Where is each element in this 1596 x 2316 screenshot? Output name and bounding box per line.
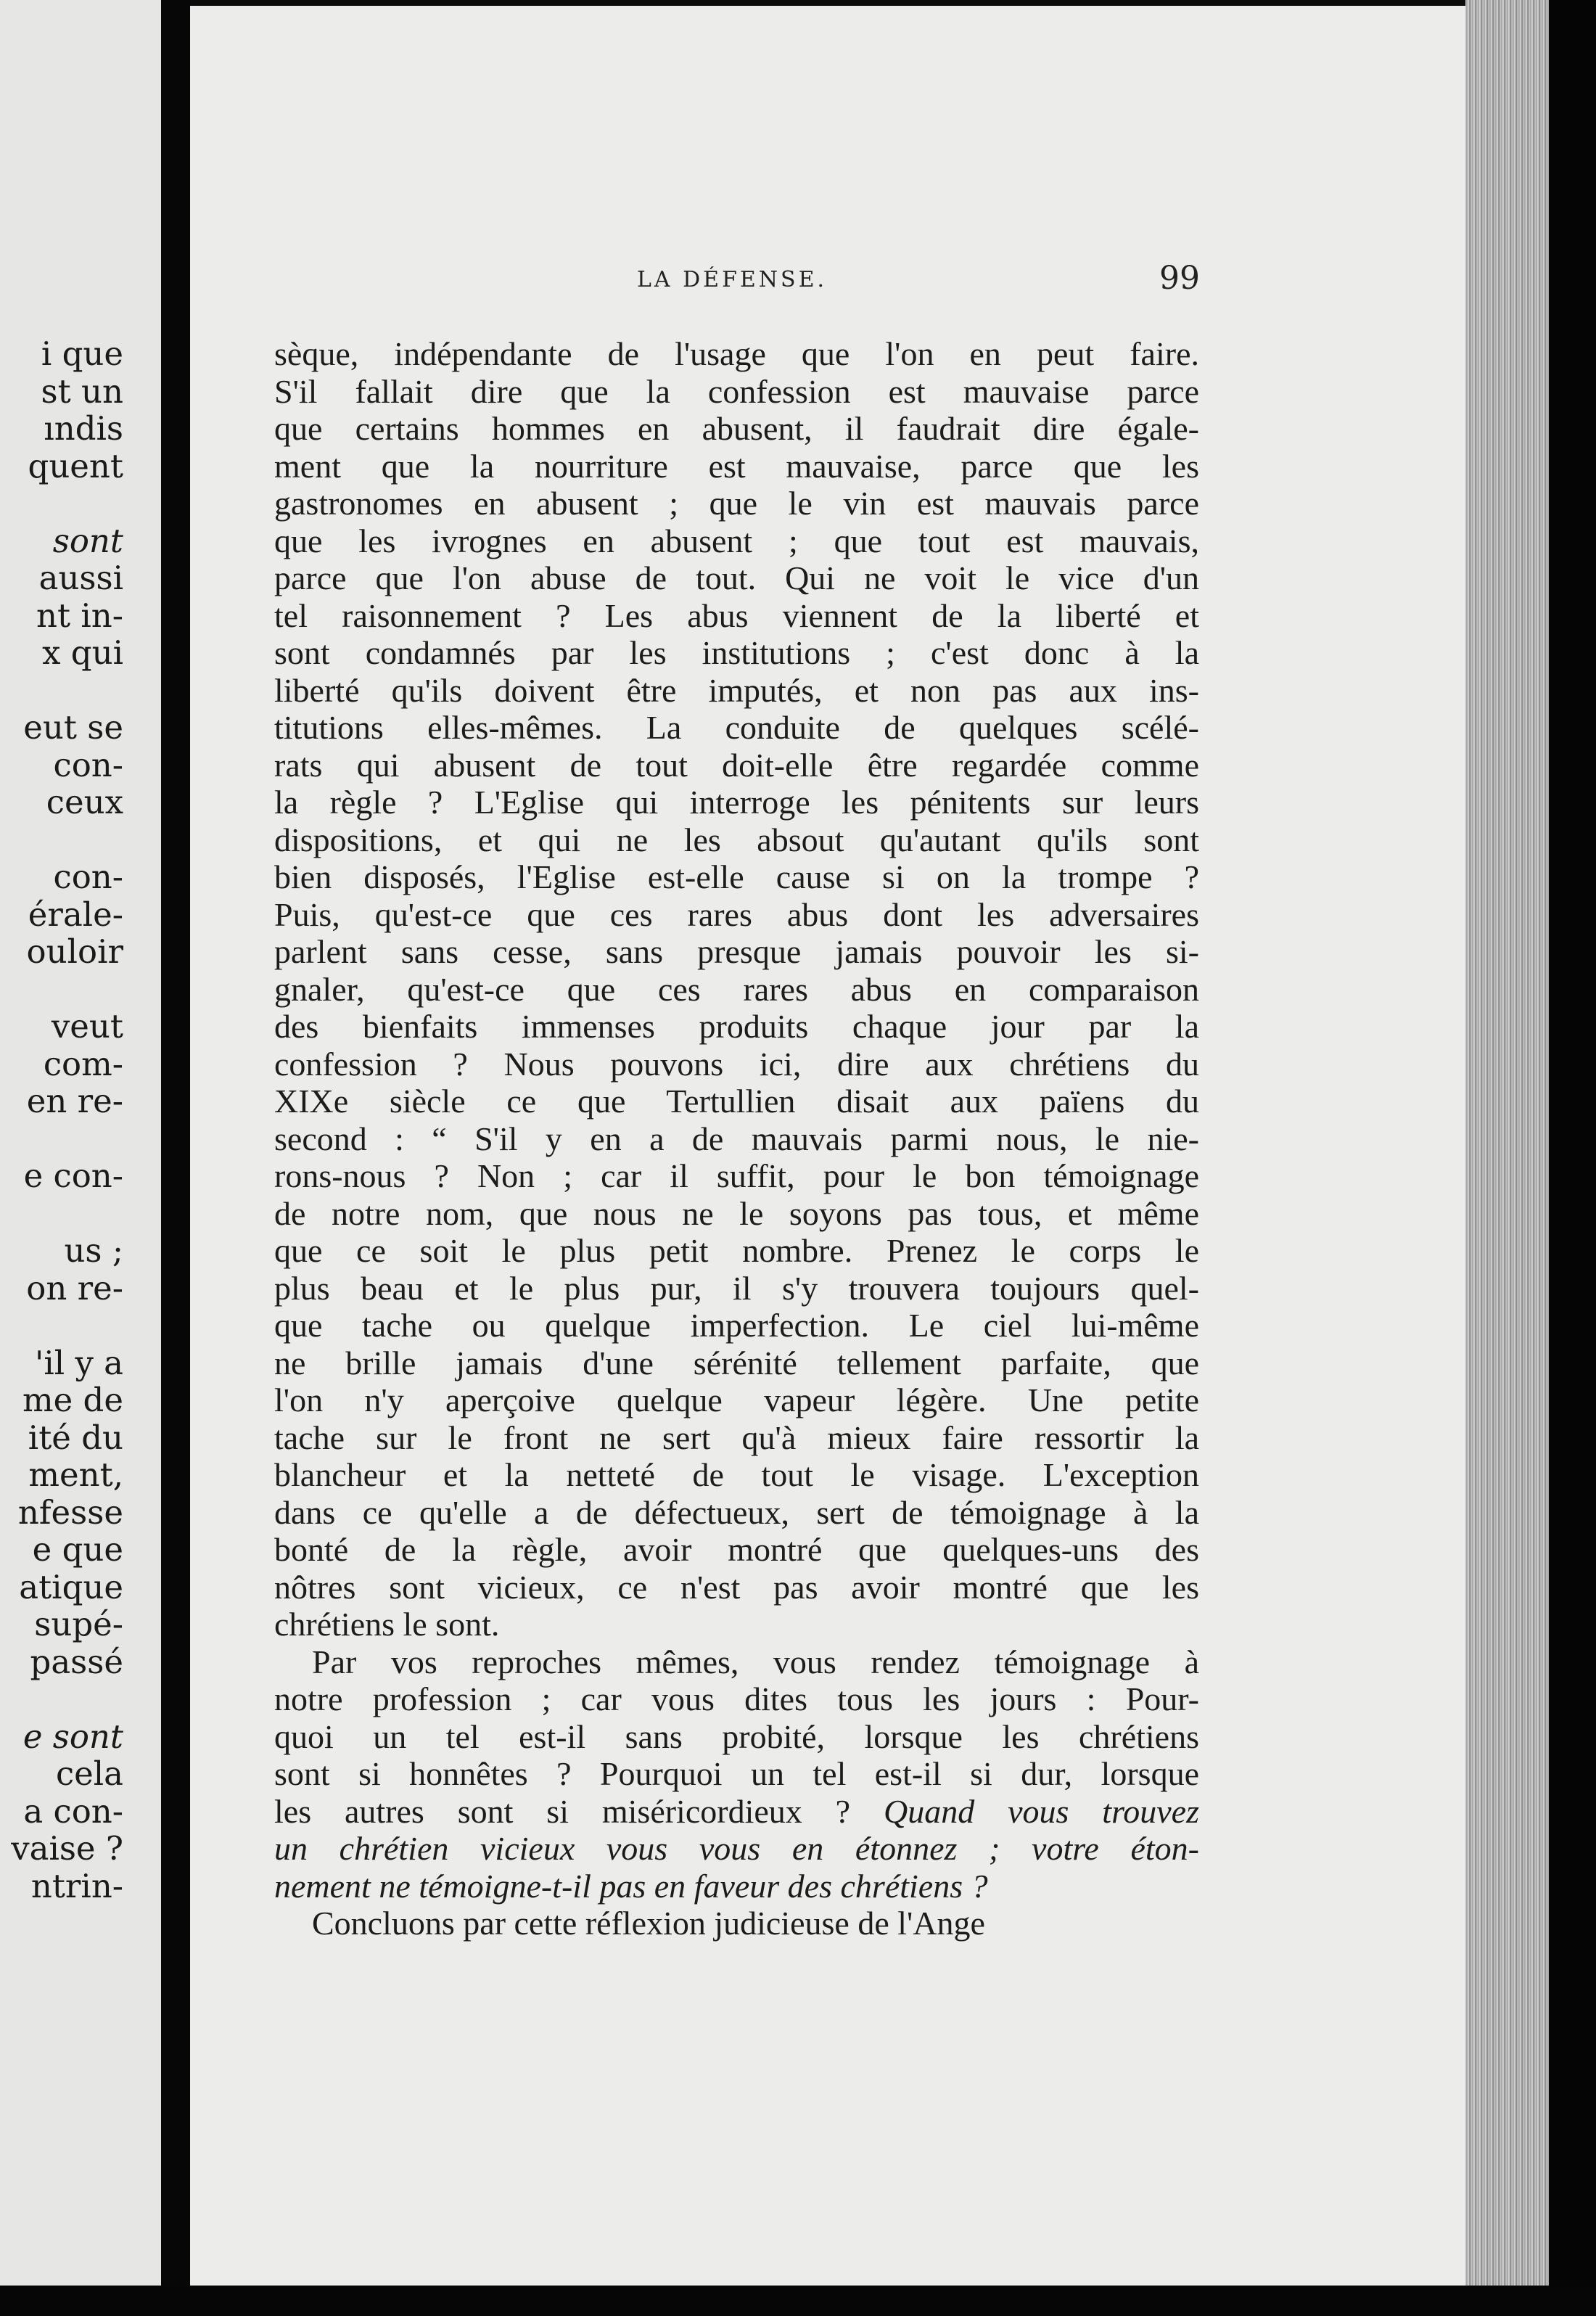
previous-page-line: ındis: [44, 409, 123, 448]
text-line: chrétiens le sont.: [274, 1606, 500, 1643]
text-line: l'on n'y aperçoive quelque vapeur légère. Une petite: [274, 1381, 1199, 1418]
text-line: tache sur le front ne sert qu'à mieux faire ressortir la: [274, 1418, 1199, 1456]
previous-page-line: aussi: [38, 559, 123, 597]
text-line: dans ce qu'elle a de défectueux, sert de témoignage à la: [274, 1493, 1199, 1531]
text-line: dispositions, et qui ne les absout qu'autant qu'ils sont: [274, 821, 1199, 858]
previous-page-line: con-: [53, 858, 123, 896]
text-line: un chrétien vicieux vous vous en étonnez ; votre éton-: [274, 1830, 1199, 1867]
page-edges-stack: [1465, 0, 1549, 2286]
previous-page-line: [0, 821, 123, 859]
previous-page-edge: [0, 0, 161, 2286]
previous-page-line: sont: [52, 521, 123, 560]
text-line: parce que l'on abuse de tout. Qui ne voit le vice d'un: [274, 559, 1199, 596]
text-line: nement ne témoigne-t-il pas en faveur des chrétiens ?: [274, 1867, 988, 1905]
text-line: quoi un tel est-il sans probité, lorsque les chrétiens: [274, 1717, 1199, 1755]
previous-page-line: [0, 1120, 123, 1158]
text-line: sèque, indépendante de l'usage que l'on en peut faire.: [274, 335, 1199, 372]
previous-page-line: [0, 485, 123, 522]
text-line: bonté de la règle, avoir montré que quelques-uns des: [274, 1531, 1199, 1568]
previous-page-line: [0, 1680, 123, 1718]
text-roman: les autres sont si miséricordieux ?: [274, 1792, 884, 1830]
text-line: bien disposés, l'Eglise est-elle cause si on la trompe ?: [274, 858, 1199, 895]
previous-page-line: ouloir: [26, 932, 123, 971]
text-line: que ce soit le plus petit nombre. Prenez le corps le: [274, 1232, 1199, 1269]
previous-page-line: me de: [22, 1381, 123, 1419]
text-line: gnaler, qu'est-ce que ces rares abus en comparaison: [274, 970, 1199, 1008]
previous-page-line: com-: [43, 1044, 123, 1083]
previous-page-line: ntrin-: [30, 1866, 123, 1905]
text-line: nôtres sont vicieux, ce n'est pas avoir montré que les: [274, 1568, 1199, 1606]
text-line: gastronomes en abusent ; que le vin est mauvais parce: [274, 485, 1199, 522]
previous-page-line: e sont: [22, 1717, 123, 1756]
text-line: Concluons par cette réflexion judicieuse de l'Ange: [312, 1905, 985, 1942]
body-text: [274, 335, 1199, 1942]
text-line: titutions elles-mêmes. La conduite de quelques scélé-: [274, 709, 1199, 746]
previous-page-line: [0, 1195, 123, 1233]
scan-border-bottom: [0, 2286, 1596, 2316]
paragraph-2: [274, 1643, 1199, 1905]
previous-page-line: con-: [53, 745, 123, 784]
text-line: plus beau et le plus pur, il s'y trouvera toujours quel-: [274, 1269, 1199, 1307]
previous-page-line: on re-: [26, 1268, 123, 1307]
paragraph-1: [274, 335, 1199, 1643]
previous-page-line: nfesse: [17, 1492, 123, 1532]
text-line: rons-nous ? Non ; car il suffit, pour le bon témoignage: [274, 1157, 1199, 1194]
text-line: liberté qu'ils doivent être imputés, et non pas aux ins-: [274, 671, 1199, 709]
text-line: Puis, qu'est-ce que ces rares abus dont les adversaires: [274, 895, 1199, 933]
previous-page-line: e que: [32, 1530, 123, 1569]
text-line: la règle ? L'Eglise qui interroge les pénitents sur leurs: [274, 784, 1199, 821]
previous-page-line: cela: [55, 1754, 123, 1793]
previous-page-line: érale-: [28, 895, 123, 934]
previous-page-line: e con-: [23, 1157, 123, 1195]
previous-page-line: passé: [30, 1642, 123, 1681]
text-line: blancheur et la netteté de tout le visage. L'exception: [274, 1456, 1199, 1493]
previous-page-line: ité du: [28, 1418, 123, 1457]
text-line: ment que la nourriture est mauvaise, parce que les: [274, 447, 1199, 485]
previous-page-line: en re-: [26, 1082, 123, 1120]
text-italic: Quand vous trouvez: [883, 1792, 1199, 1830]
running-head: LA DÉFENSE.: [637, 267, 828, 292]
text-line: notre profession ; car vous dites tous les jours : Pour-: [274, 1680, 1199, 1717]
text-line: des bienfaits immenses produits chaque jour par la: [274, 1008, 1199, 1045]
text-line: S'il fallait dire que la confession est mauvaise parce: [274, 372, 1199, 410]
text-line: XIXe siècle ce que Tertullien disait aux païens du: [274, 1083, 1199, 1120]
previous-page-line: x qui: [42, 633, 123, 672]
previous-page-line: vaise ?: [11, 1829, 123, 1868]
previous-page-line: quent: [28, 446, 123, 485]
previous-page-text: [0, 335, 123, 1905]
previous-page-line: [0, 1307, 123, 1344]
previous-page-line: a con-: [23, 1791, 123, 1831]
previous-page-line: ceux: [46, 783, 123, 821]
previous-page-line: us ;: [64, 1231, 123, 1270]
scan-border-right: [1549, 0, 1596, 2316]
text-line: sont condamnés par les institutions ; c'est donc à la: [274, 634, 1199, 671]
previous-page-line: supé-: [34, 1605, 123, 1643]
text-line: confession ? Nous pouvons ici, dire aux chrétiens du: [274, 1045, 1199, 1083]
previous-page-line: atique: [19, 1567, 123, 1606]
previous-page-line: eut se: [23, 708, 123, 747]
text-line: que tache ou quelque imperfection. Le ciel lui-même: [274, 1307, 1199, 1344]
page-number: 99: [1159, 260, 1200, 297]
previous-page-line: [0, 971, 123, 1009]
text-line: tel raisonnement ? Les abus viennent de la liberté et: [274, 596, 1199, 634]
text-line: [274, 1793, 1199, 1831]
text-line: que certains hommes en abusent, il faudrait dire égale-: [274, 410, 1199, 447]
text-line: Par vos reproches mêmes, vous rendez témoignage à: [312, 1643, 1199, 1680]
text-line: parlent sans cesse, sans presque jamais pouvoir les si-: [274, 933, 1199, 970]
text-line: ne brille jamais d'une sérénité tellement parfaite, que: [274, 1344, 1199, 1381]
previous-page-line: [0, 672, 123, 710]
previous-page-line: i que: [41, 334, 123, 373]
previous-page-line: nt in-: [36, 596, 123, 635]
text-line: second : “ S'il y en a de mauvais parmi nous, le nie-: [274, 1120, 1199, 1157]
text-line: de notre nom, que nous ne le soyons pas tous, et même: [274, 1194, 1199, 1232]
text-line: sont si honnêtes ? Pourquoi un tel est-il si dur, lorsque: [274, 1755, 1199, 1792]
previous-page-line: veut: [51, 1007, 123, 1046]
paragraph-3: [274, 1905, 1199, 1942]
previous-page-line: ment,: [28, 1455, 123, 1494]
previous-page-line: st un: [41, 371, 123, 411]
book-gutter: [161, 0, 190, 2316]
text-line: rats qui abusent de tout doit-elle être regardée comme: [274, 746, 1199, 784]
text-line: que les ivrognes en abusent ; que tout est mauvais,: [274, 522, 1199, 559]
previous-page-line: 'il y a: [34, 1343, 123, 1382]
